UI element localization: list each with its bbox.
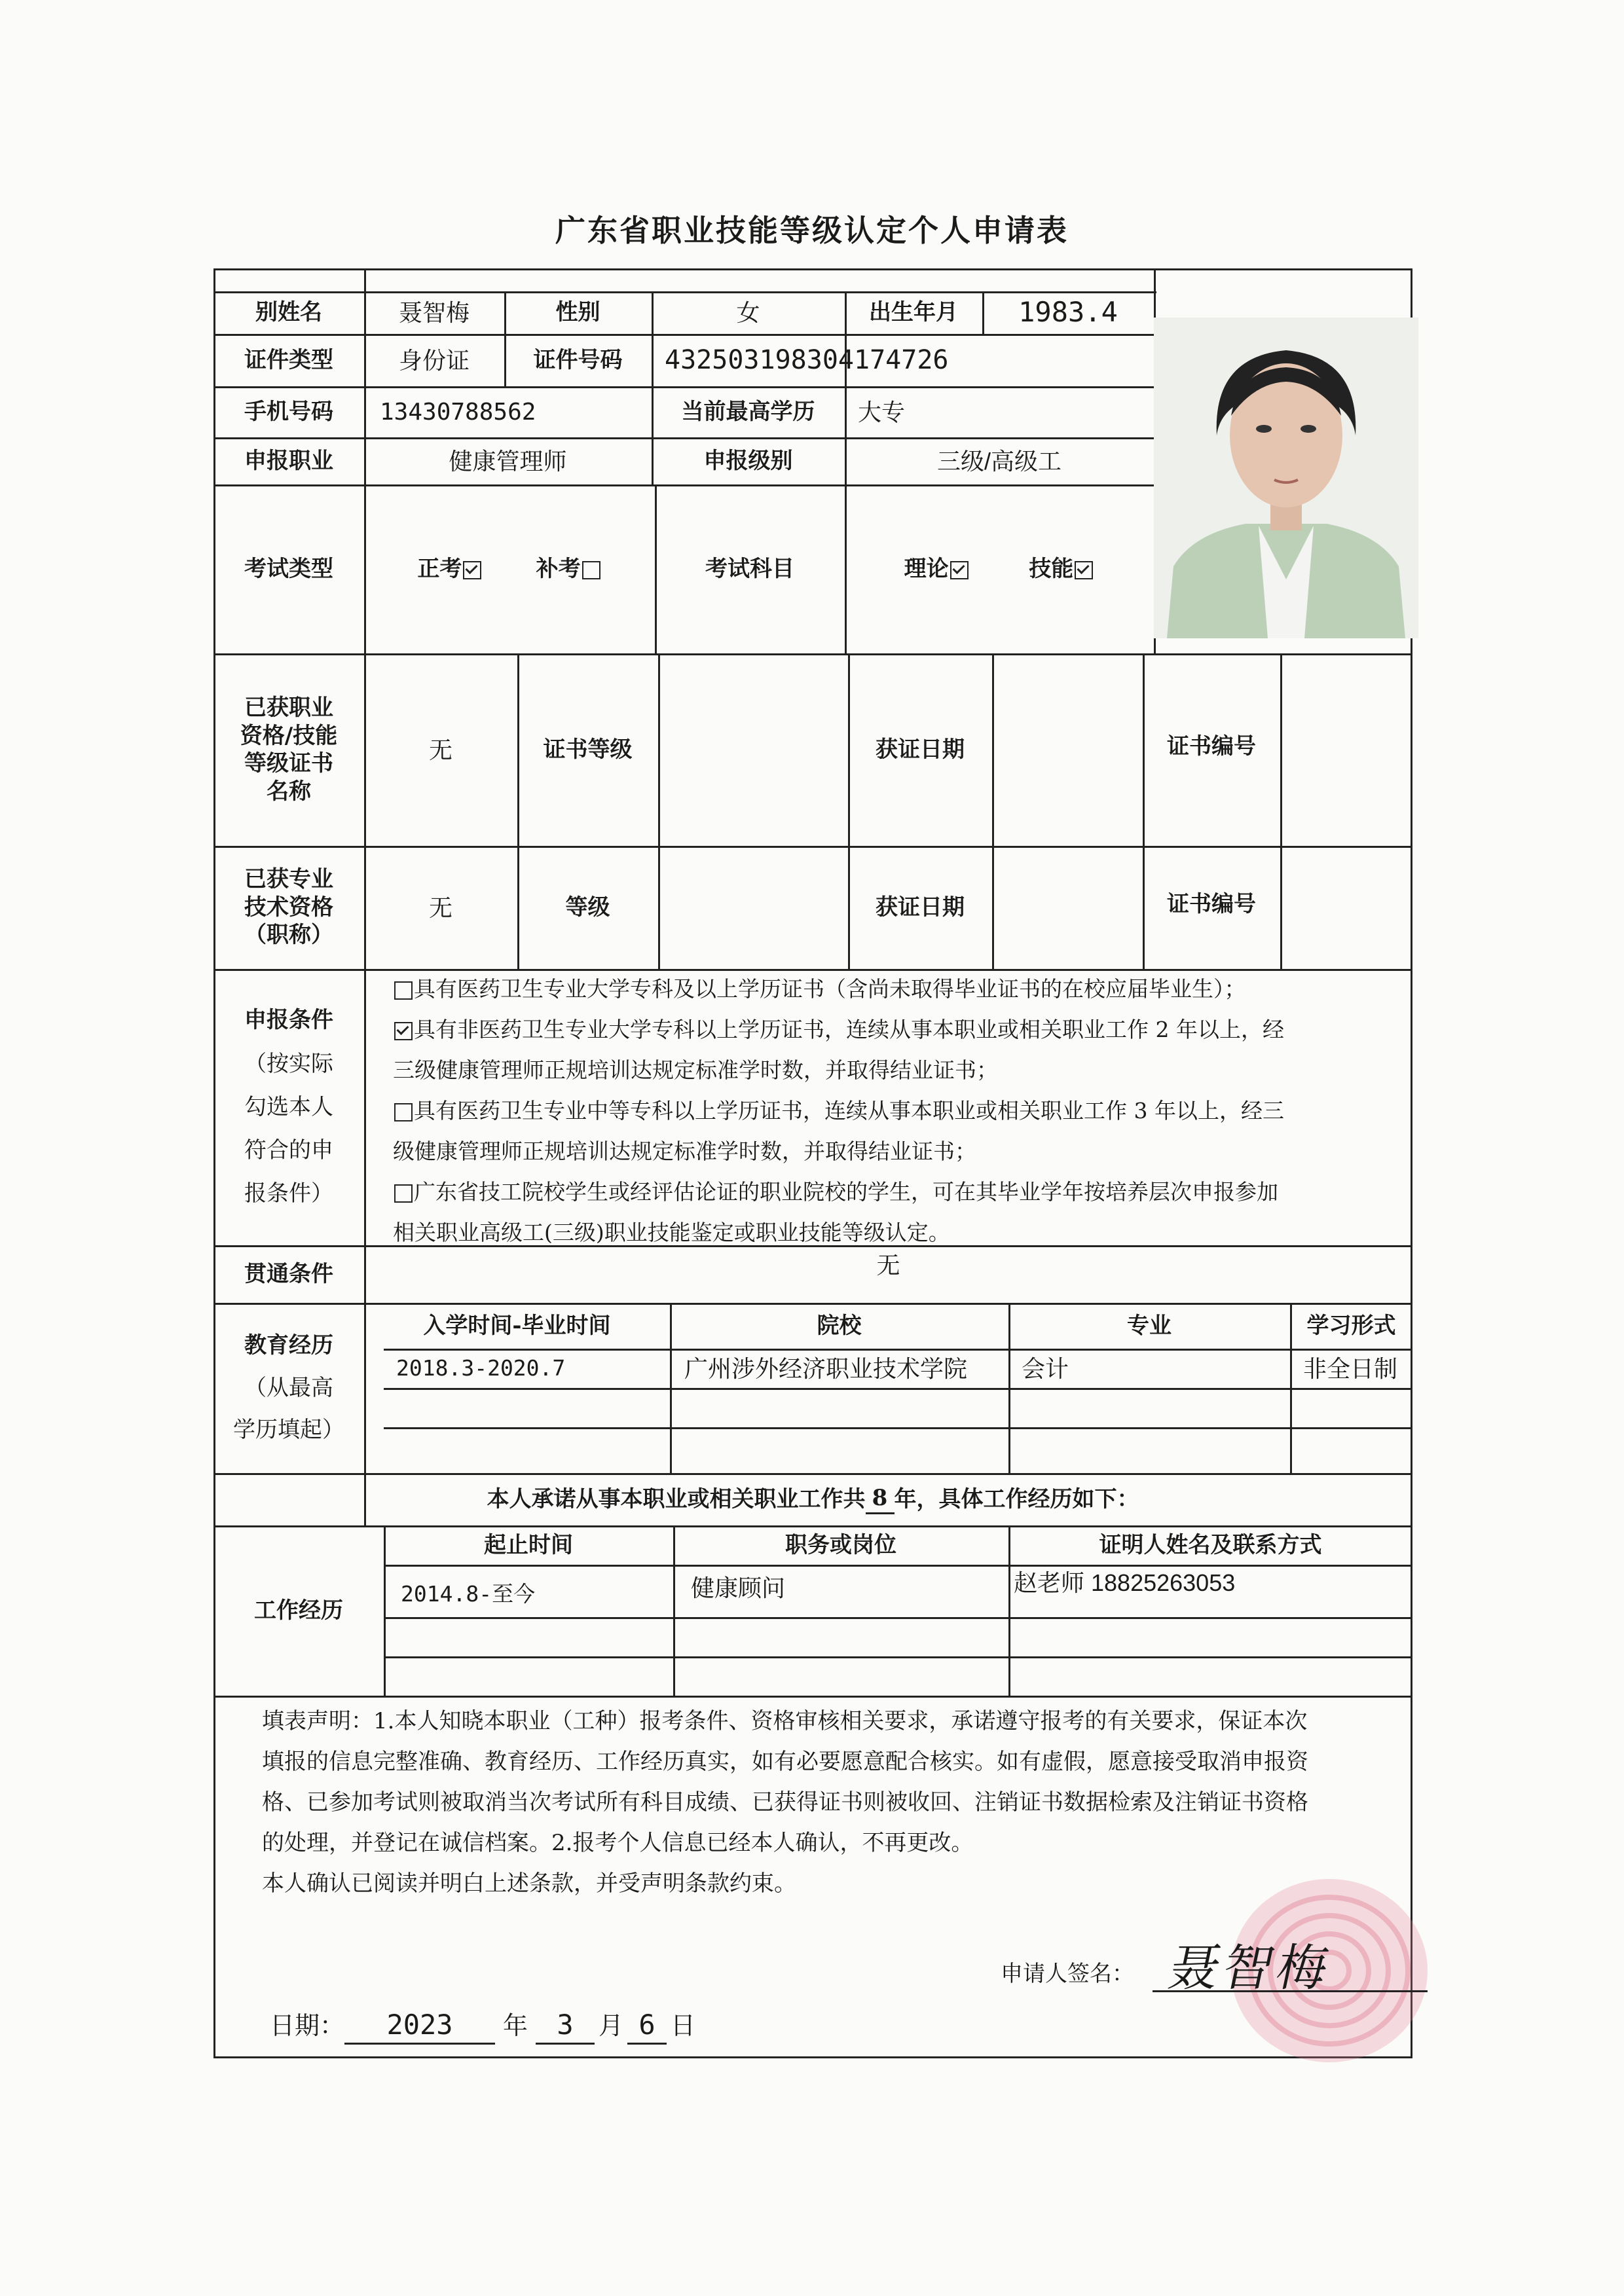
gender-value[interactable]: 女	[736, 299, 760, 326]
birth-value[interactable]: 1983.4	[1018, 296, 1118, 329]
rule	[1280, 653, 1282, 969]
work-promise	[213, 1473, 1412, 1525]
phone-value[interactable]: 13430788562	[380, 398, 536, 426]
promise-years[interactable]: 8	[866, 1484, 895, 1514]
work-cell[interactable]: 2014.8-至今	[401, 1581, 536, 1607]
title-cert-grade-label: 等级	[565, 894, 610, 920]
checkbox-checked-icon[interactable]	[950, 561, 969, 579]
job-label: 申报职业	[244, 447, 333, 474]
declaration-line: 填表声明：1.本人知晓本职业（工种）报考条件、资格审核相关要求，承诺遵守报考的有关要求，保证本次	[262, 1708, 1308, 1734]
education-label-main: 教育经历	[244, 1332, 333, 1359]
cert-label-line: 已获职业	[244, 695, 333, 721]
title-cert-label	[213, 846, 364, 969]
title-cert-no-label: 证书编号	[1167, 890, 1256, 917]
education-cell[interactable]: 2018.3-2020.7	[396, 1355, 566, 1381]
exam-makeup-option[interactable]	[536, 555, 602, 583]
work-header: 起止时间	[484, 1531, 573, 1558]
education-section-label	[213, 1303, 364, 1473]
date-row	[270, 2003, 859, 2049]
condition-text: 具有医药卫生专业大学专科及以上学历证书（含尚未取得毕业证书的在校应届毕业生）；	[414, 976, 1246, 1002]
rule	[384, 1388, 1412, 1390]
work-header: 证明人姓名及联系方式	[1099, 1531, 1322, 1558]
checkbox-empty-icon[interactable]	[582, 561, 600, 579]
declaration-line: 的处理，并登记在诚信档案。2.报考个人信息已经本人确认，不再更改。	[262, 1830, 974, 1856]
conditions-label-line: 勾选本人	[244, 1093, 333, 1120]
education-header: 专业	[1127, 1312, 1172, 1339]
condition-item[interactable]	[393, 969, 1414, 1010]
conditions-list	[393, 969, 1414, 1253]
education-header: 学习形式	[1306, 1312, 1396, 1339]
checkbox-checked-icon[interactable]	[394, 1022, 413, 1040]
exam-type-label: 考试类型	[244, 555, 333, 582]
level-label: 申报级别	[703, 447, 793, 474]
cert-label-line: 名称	[267, 778, 311, 805]
work-label: 工作经历	[254, 1597, 343, 1624]
checkbox-checked-icon[interactable]	[463, 561, 481, 579]
name-value[interactable]: 聂智梅	[398, 299, 470, 326]
education-label-line: 学历填起）	[233, 1417, 344, 1444]
cert-value[interactable]: 无	[428, 736, 452, 763]
exam-subject-label: 考试科目	[705, 555, 794, 582]
condition-item[interactable]	[393, 1091, 1414, 1131]
education-header: 院校	[817, 1312, 862, 1339]
date-month-unit: 月	[599, 2011, 624, 2041]
work-cell[interactable]: 赵老师 18825263053	[1014, 1569, 1236, 1596]
exam-normal-text: 正考	[417, 555, 462, 582]
applicant-photo	[1154, 318, 1418, 638]
condition-text: 广东省技工院校学生或经评估论证的职业院校的学生，可在其毕业学年按培养层次申报参加	[414, 1179, 1278, 1205]
education-value[interactable]: 大专	[858, 398, 906, 426]
form-title: 广东省职业技能等级认定个人申请表	[555, 213, 1069, 248]
cert-grade-label: 证书等级	[543, 736, 633, 763]
condition-text: 具有医药卫生专业中等专科以上学历证书，连续从事本职业或相关职业工作 3 年以上，经三	[414, 1098, 1284, 1123]
rule	[384, 1427, 1412, 1429]
rule	[384, 1617, 1412, 1619]
declaration-line: 本人确认已阅读并明白上述条款，并受声明条款约束。	[262, 1870, 796, 1897]
title-cert-label-line: 已获专业	[244, 866, 333, 893]
condition-text-continued: 相关职业高级工(三级)职业技能鉴定或职业技能等级认定。	[393, 1220, 950, 1245]
condition-text: 具有非医药卫生专业大学专科以上学历证书，连续从事本职业或相关职业工作 2 年以上，经	[414, 1017, 1284, 1042]
rule	[992, 653, 994, 969]
conditions-label-main: 申报条件	[244, 1007, 333, 1034]
gender-label: 性别	[555, 299, 600, 326]
subject-skill-option[interactable]	[1029, 555, 1094, 583]
education-cell[interactable]: 广州涉外经济职业技术学院	[684, 1355, 968, 1382]
promise-prefix: 本人承诺从事本职业或相关职业工作共	[487, 1485, 866, 1512]
declaration-line: 格、已参加考试则被取消当次考试所有科目成绩、已获得证书则被收回、注销证书数据检索及注销证书资格	[262, 1789, 1308, 1815]
job-value[interactable]: 健康管理师	[449, 447, 567, 475]
date-month[interactable]: 3	[536, 2008, 595, 2045]
condition-item[interactable]	[393, 1172, 1414, 1212]
conditions-label	[213, 969, 364, 1245]
sign-label: 申请人签名：	[1001, 1960, 1134, 1987]
id-no-value[interactable]: 432503198304174726	[665, 345, 949, 375]
phone-label: 手机号码	[244, 398, 333, 425]
work-header: 职务或岗位	[785, 1531, 896, 1558]
date-year[interactable]: 2023	[344, 2008, 495, 2045]
title-cert-label-line: （职称）	[244, 922, 333, 949]
conditions-label-line: 符合的申	[244, 1137, 333, 1164]
condition-text-continued: 三级健康管理师正规培训达规定标准学时数，并取得结业证书；	[393, 1057, 998, 1083]
cert-label-line: 资格/技能	[240, 722, 338, 749]
subject-theory-text: 理论	[904, 555, 949, 582]
through-label: 贯通条件	[244, 1260, 333, 1287]
work-cell[interactable]: 健康顾问	[691, 1574, 786, 1601]
date-label: 日期：	[270, 2011, 345, 2041]
education-label-line: （从最高	[244, 1374, 333, 1401]
id-type-value[interactable]: 身份证	[398, 346, 470, 374]
title-cert-label-line: 技术资格	[244, 894, 333, 920]
rule	[658, 653, 660, 969]
through-value[interactable]: 无	[876, 1251, 900, 1279]
exam-normal-option[interactable]	[417, 555, 483, 583]
title-cert-date-label: 获证日期	[876, 894, 965, 920]
subject-skill-text: 技能	[1029, 555, 1074, 582]
id-no-label: 证件号码	[533, 346, 623, 373]
condition-item[interactable]	[393, 1010, 1414, 1050]
date-day[interactable]: 6	[627, 2008, 667, 2045]
cert-no-label: 证书编号	[1167, 733, 1256, 759]
condition-text-continued: 级健康管理师正规培训达规定标准学时数，并取得结业证书；	[393, 1139, 976, 1164]
signature-line	[1153, 1990, 1428, 1992]
subject-theory-option[interactable]	[904, 555, 970, 583]
exam-type-options	[364, 484, 655, 653]
cert-label	[213, 653, 364, 846]
name-label: 别姓名	[255, 299, 322, 326]
education-cell[interactable]: 非全日制	[1303, 1355, 1398, 1382]
birth-label: 出生年月	[869, 299, 958, 326]
rule	[213, 1696, 1412, 1698]
date-day-unit: 日	[671, 2011, 696, 2041]
rule	[384, 1656, 1412, 1658]
exam-subject-options	[845, 484, 1154, 653]
education-cell[interactable]: 会计	[1022, 1355, 1069, 1382]
level-value[interactable]: 三级/高级工	[936, 447, 1061, 475]
conditions-label-line: 报条件）	[244, 1180, 333, 1207]
education-label: 当前最高学历	[681, 398, 815, 425]
cert-date-label: 获证日期	[876, 736, 965, 763]
promise-suffix: 年，具体工作经历如下：	[894, 1485, 1139, 1512]
exam-makeup-text: 补考	[536, 555, 581, 582]
checkbox-empty-icon[interactable]	[394, 1184, 413, 1203]
title-cert-value[interactable]: 无	[428, 894, 452, 921]
conditions-label-line: （按实际	[244, 1050, 333, 1077]
cert-label-line: 等级证书	[244, 750, 333, 776]
applicant-signature[interactable]: 聂智梅	[1164, 1938, 1338, 1997]
education-header: 入学时间-毕业时间	[423, 1312, 611, 1339]
id-type-label: 证件类型	[244, 346, 333, 373]
date-year-unit: 年	[503, 2011, 528, 2041]
declaration-line: 填报的信息完整准确、教育经历、工作经历真实，如有必要愿意配合核实。如有虚假，愿意接受取消申报资	[262, 1749, 1308, 1775]
checkbox-checked-icon[interactable]	[1075, 561, 1093, 579]
checkbox-empty-icon[interactable]	[394, 1103, 413, 1121]
checkbox-empty-icon[interactable]	[394, 981, 413, 1000]
